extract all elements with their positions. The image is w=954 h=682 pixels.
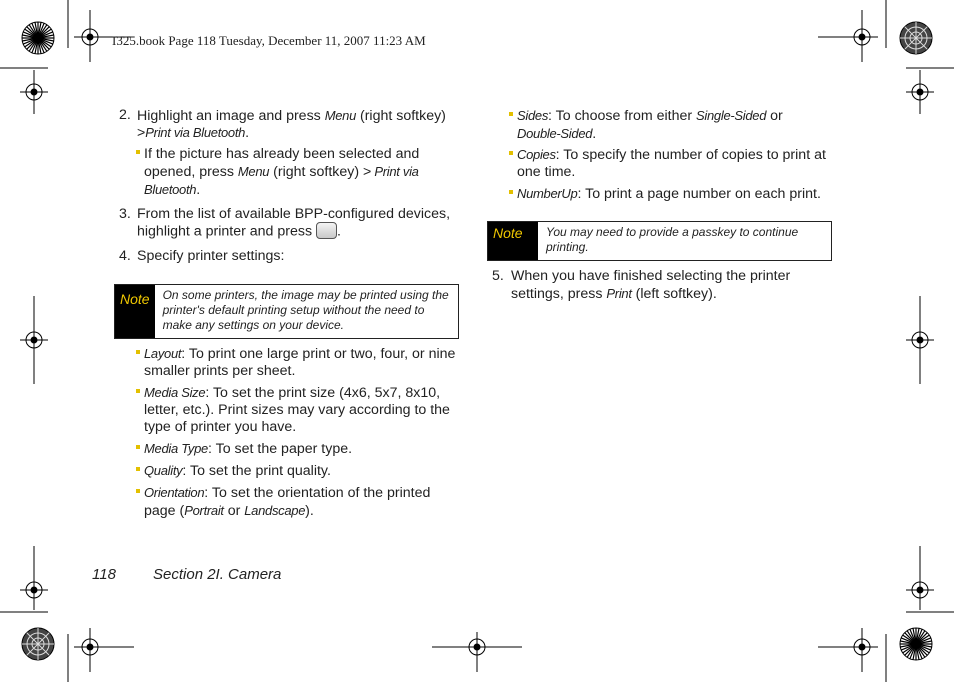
step-3-line1: From the list of available BPP-configured devices, [137, 206, 451, 222]
bullet-icon [136, 150, 140, 154]
bullet-icon [509, 112, 513, 116]
bullet-orientation [136, 484, 430, 520]
sub2-line1: If the picture has already been selected and [144, 146, 420, 162]
note-box-right [487, 221, 832, 261]
step-5-line1: When you have finished selecting the printer [511, 268, 791, 284]
orientation-text2: page ( [144, 503, 185, 519]
note-text: You may need to provide a passkey to continue printing. [546, 225, 799, 254]
step-4-number: 4. [119, 248, 131, 264]
step-3 [119, 206, 459, 240]
orientation-term: Orientation [144, 485, 205, 500]
bullet-media-size [136, 384, 450, 436]
step-3-end: . [337, 223, 341, 240]
orientation-end: ). [305, 503, 314, 519]
menu-softkey-label: Menu [324, 108, 357, 123]
step-4-text: Specify printer settings: [137, 248, 285, 264]
single-sided-label: Single-Sided [696, 108, 767, 123]
step-2-gt: > [137, 125, 146, 141]
bullet-icon [136, 350, 140, 354]
layout-text: : To print one large print or two, four, or nine [181, 346, 456, 362]
section-title: Section 2I. Camera [153, 566, 282, 583]
print-via-bluetooth-label: Print via Bluetooth [145, 125, 246, 140]
step-4 [119, 248, 285, 265]
note-text: On some printers, the image may be printed using the printer's default printing setup without the need to make any settings on your device. [162, 288, 449, 332]
bullet-icon [509, 190, 513, 194]
sides-or: or [766, 108, 783, 124]
bullet-icon [136, 389, 140, 393]
media-size-text: : To set the print size (4x6, 5x7, 8x10, [205, 385, 441, 401]
bullet-icon [136, 467, 140, 471]
copies-term: Copies [517, 147, 556, 162]
copies-text2: one time. [517, 164, 576, 180]
note-label: Note [488, 222, 538, 260]
step-3-number: 3. [119, 206, 131, 222]
step-5-number: 5. [492, 268, 504, 284]
portrait-label: Portrait [184, 503, 224, 518]
landscape-label: Landscape [244, 503, 306, 518]
step-2-text: Highlight an image and press [137, 108, 325, 124]
ok-key-icon [316, 222, 337, 239]
sub2-end: . [196, 182, 201, 198]
menu-softkey-label: Menu [237, 164, 270, 179]
bullet-icon [509, 151, 513, 155]
sub2-gt: > [363, 164, 372, 180]
sides-term: Sides [517, 108, 549, 123]
step-2-number: 2. [119, 107, 131, 123]
orientation-or: or [223, 503, 245, 519]
sides-text: : To choose from either [548, 108, 697, 124]
step-2-subbullet [136, 146, 456, 199]
step-2 [119, 107, 459, 141]
note-label: Note [115, 285, 155, 338]
media-type-text: : To set the paper type. [207, 441, 353, 457]
sub2-line2b: (right softkey) [269, 164, 364, 180]
step-3-line2: highlight a printer and press [137, 223, 317, 240]
sub2-line2: opened, press [144, 164, 238, 180]
step-5-line2b: (left softkey). [631, 286, 717, 302]
bullet-media-type [136, 440, 352, 458]
bluetooth-label: Bluetooth [144, 182, 197, 197]
bullet-icon [136, 489, 140, 493]
double-sided-label: Double-Sided [517, 126, 593, 141]
step-2-end: . [245, 125, 250, 141]
numberup-term: NumberUp [517, 186, 578, 201]
orientation-text: : To set the orientation of the printed [204, 485, 431, 501]
step-5 [492, 268, 791, 302]
media-size-text3: type of printer you have. [144, 419, 297, 435]
bullet-quality [136, 462, 331, 480]
numberup-text: : To print a page number on each print. [577, 186, 821, 202]
bullet-icon [136, 445, 140, 449]
layout-text2: smaller prints per sheet. [144, 363, 296, 379]
step-5-line2: settings, press [511, 286, 607, 302]
media-type-term: Media Type [144, 441, 208, 456]
bullet-numberup [509, 185, 821, 203]
media-size-term: Media Size [144, 385, 206, 400]
quality-term: Quality [144, 463, 183, 478]
copies-text: : To specify the number of copies to print at [555, 147, 826, 163]
print-via-label: Print via [374, 164, 419, 179]
bullet-copies [509, 146, 826, 181]
page-number: 118 [92, 566, 116, 583]
note-box-left [114, 284, 459, 339]
bullet-layout [136, 345, 455, 380]
print-header: I325.book Page 118 Tuesday, December 11, 2007 11:23 AM [112, 33, 426, 48]
sides-end: . [592, 126, 597, 142]
step-2-text-b: (right softkey) [356, 108, 446, 124]
bullet-sides [509, 107, 783, 143]
media-size-text2: letter, etc.). Print sizes may vary according to the [144, 402, 450, 418]
quality-text: : To set the print quality. [182, 463, 331, 479]
layout-term: Layout [144, 346, 182, 361]
print-softkey-label: Print [606, 286, 632, 301]
